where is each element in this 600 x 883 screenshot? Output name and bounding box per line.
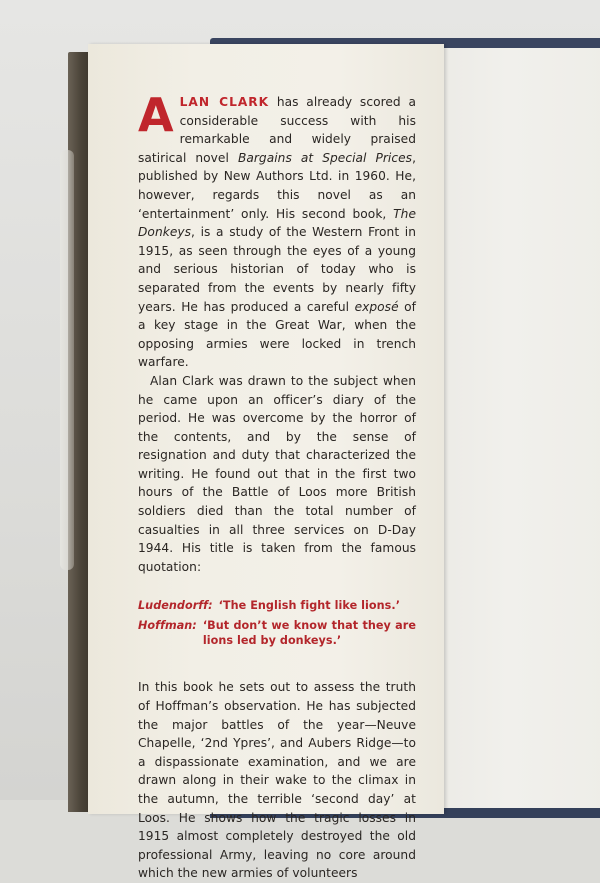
paragraph-3: In this book he sets out to assess the truth of Hoffman’s observation. He has subjected the major battles of the year—Neuve Chapelle, ‘2nd Ypres’, and Aubers Ridge—to a dispassionate examination, and we are drawn along in their wake to the climax in the autumn, the terrible ‘second day’ at Loos. He shows how the tragic losses in 1915 almost completely destroyed the old professional Army, leaving no core around which the new armies of volunteers [138, 680, 416, 881]
drop-cap: A [138, 88, 174, 142]
author-name: LAN CLARK [179, 95, 270, 109]
quotation-block [138, 598, 416, 648]
jacket-blurb [138, 88, 416, 883]
book-title-donkeys: The Donkeys [138, 206, 416, 240]
spine-wear [60, 150, 74, 570]
quote-speaker: Ludendorff: [138, 599, 213, 613]
paragraph-1 [138, 88, 416, 372]
text-run: , published by New Authors Ltd. in 1960. He, however, regards this novel as an ‘entertainment’ only. His second book, [138, 150, 416, 221]
text-run: has already scored a considerable success with his remarkable and widely praised satirical novel [138, 95, 416, 165]
book-endpaper [440, 48, 600, 808]
quote-text: ‘The English fight like lions.’ [218, 599, 400, 613]
paragraph-2: Alan Clark was drawn to the subject when he came upon an officer’s diary of the period. He was overcome by the horror of the contents, and by the sense of resignation and duty that characterized the writing. He found out that in the first two hours of the Battle of Loos more British soldiers died than the total number of casualties in all three services on D-Day 1944. His title is taken from the famous quotation: [138, 373, 416, 574]
quote-row [138, 598, 416, 613]
quote-row [138, 618, 416, 648]
word-expose: exposé [354, 299, 399, 314]
quote-speaker: Hoffman: [138, 619, 197, 633]
text-run: , is a study of the Western Front in 1915, as seen through the eyes of a young and serious historian of today who is separated from the events by nearly fifty years. He has produced a careful [138, 225, 416, 314]
text-run: of a key stage in the Great War, when the opposing armies were locked in trench warfare. [138, 299, 416, 370]
book-title-bargains: Bargains at Special Prices [237, 150, 413, 165]
quote-text: ‘But don’t we know that they are lions led by donkeys.’ [202, 619, 416, 648]
